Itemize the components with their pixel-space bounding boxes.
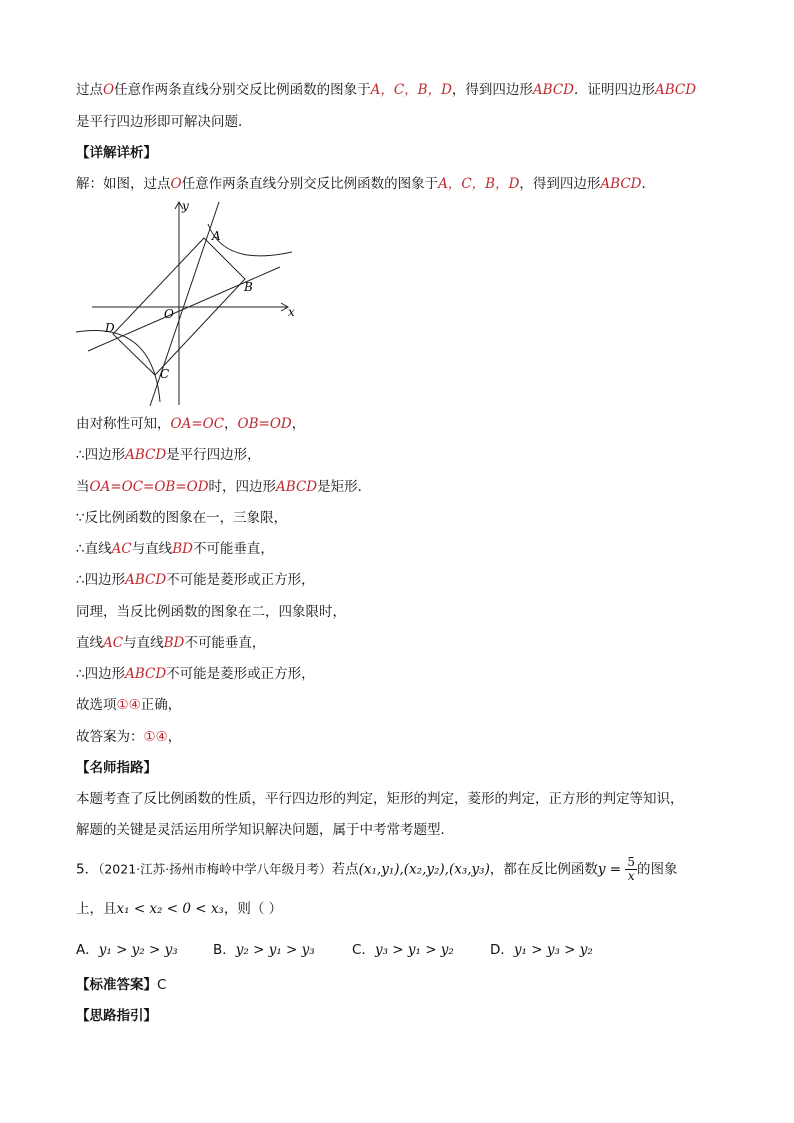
- reason-9: [76, 664, 315, 684]
- text: 解：如图，过点: [76, 176, 171, 192]
- quad-name: ABCD: [125, 447, 167, 463]
- text: ．证明四边形: [573, 82, 655, 98]
- label-y: y: [182, 199, 189, 213]
- line-name: AC: [111, 541, 132, 557]
- text: 当: [76, 479, 90, 495]
- quad-name: ABCD: [125, 666, 167, 682]
- quad-name: ABCD: [600, 176, 642, 192]
- point-o: O: [103, 82, 115, 98]
- text: 不可能是菱形或正方形，: [166, 572, 315, 588]
- option-c[interactable]: [352, 940, 454, 960]
- reason-5: [76, 539, 274, 559]
- reason-7: 同理，当反比例函数的图象在二，四象限时，: [76, 604, 346, 620]
- option-b[interactable]: [213, 940, 315, 960]
- answer-heading: 【标准答案】: [76, 977, 157, 993]
- text: 直线: [76, 635, 103, 651]
- hyperbola-branch-third-quadrant: [76, 330, 160, 402]
- question-5-line-2: [76, 899, 282, 919]
- text: 故答案为：: [76, 729, 144, 745]
- reason-10: [76, 695, 181, 715]
- quad-name: ABCD: [125, 572, 167, 588]
- label-c: C: [160, 367, 170, 381]
- condition: x₁ < x₂ < 0 < x₃: [116, 901, 224, 917]
- line-name: BD: [172, 541, 193, 557]
- points-list: A，C，B，D: [370, 82, 452, 98]
- text: 是矩形．: [317, 479, 372, 495]
- line-name: BD: [163, 635, 185, 651]
- label-o: O: [164, 307, 174, 321]
- quad-name: ABCD: [532, 82, 574, 98]
- intro-line-2: 是平行四边形即可解决问题．: [76, 114, 252, 130]
- text: 任意作两条直线分别交反比例函数的图象于: [114, 82, 371, 98]
- text: ∴四边形: [76, 447, 126, 463]
- text: 上，且: [76, 901, 117, 917]
- reason-8: [76, 633, 265, 653]
- function-lhs: y: [597, 861, 606, 878]
- text: 的图象: [637, 861, 678, 878]
- reason-4: ∵反比例函数的图象在一，三象限，: [76, 510, 288, 526]
- option-numbers: ①④: [116, 697, 141, 713]
- text: 是平行四边形，: [166, 447, 261, 463]
- option-label: A．: [76, 942, 99, 958]
- intro-line-1: [76, 80, 696, 100]
- line-name: AC: [103, 635, 124, 651]
- text: ，: [224, 416, 238, 432]
- equation: OA=OC=OB=OD: [89, 479, 209, 495]
- text: 正确，: [140, 697, 182, 713]
- option-a[interactable]: [76, 940, 178, 960]
- option-label: C．: [352, 942, 375, 958]
- text: ．: [641, 176, 655, 192]
- tip-heading: 【名师指路】: [76, 760, 157, 776]
- text: ，得到四边形: [519, 176, 601, 192]
- text: 与直线: [123, 635, 164, 651]
- reason-11: [76, 727, 181, 747]
- text: 过点: [76, 82, 103, 98]
- tip-line-2: 解题的关键是灵活运用所学知识解决问题，属于中考常考题型．: [76, 822, 454, 838]
- fraction-5-over-x: [625, 856, 637, 883]
- text: 不可能垂直，: [184, 635, 266, 651]
- text: 不可能是菱形或正方形，: [166, 666, 315, 682]
- option-label: B．: [213, 942, 236, 958]
- text: ，则（ ）: [223, 901, 283, 917]
- text: ∴四边形: [76, 572, 126, 588]
- point-coordinates: (x₁,y₁),(x₂,y₂),(x₃,y₃): [358, 861, 490, 878]
- quad-name: ABCD: [654, 82, 697, 98]
- text: 任意作两条直线分别交反比例函数的图象于: [181, 176, 439, 192]
- answer-value: C: [157, 977, 167, 993]
- hyperbola-figure: [70, 196, 310, 408]
- label-b: B: [244, 280, 253, 294]
- text: ∴直线: [76, 541, 112, 557]
- text: 故选项: [76, 697, 117, 713]
- text: 由对称性可知，: [76, 416, 171, 432]
- text: 若点: [331, 861, 359, 878]
- question-5-line-1: [76, 856, 678, 883]
- text: 与直线: [131, 541, 173, 557]
- equation: OA=OC: [170, 416, 225, 432]
- points-list: A，C，B，D: [438, 176, 520, 192]
- option-d[interactable]: [490, 940, 593, 960]
- text: 时，四边形: [208, 479, 277, 495]
- tip-line-1: 本题考查了反比例函数的性质，平行四边形的判定，矩形的判定，菱形的判定，正方形的判定等知识，: [76, 791, 684, 807]
- point-o: O: [170, 176, 182, 192]
- guide-heading: 【思路指引】: [76, 1008, 157, 1024]
- label-a: A: [212, 229, 221, 243]
- question-number: 5．: [76, 861, 99, 878]
- equation: OB=OD: [237, 416, 292, 432]
- text: 不可能垂直，: [192, 541, 274, 557]
- fraction-numerator: 5: [627, 855, 636, 869]
- question-source: （2021·江苏·扬州市梅岭中学八年级月考）: [98, 861, 332, 877]
- solution-line: [76, 174, 655, 194]
- option-label: D．: [490, 942, 514, 958]
- option-expr: y₁ > y₃ > y₂: [513, 942, 593, 958]
- reason-1: [76, 414, 305, 434]
- answer-line: [76, 975, 166, 995]
- label-d: D: [105, 321, 115, 335]
- text: ，得到四边形: [451, 82, 533, 98]
- text: ，: [167, 729, 182, 745]
- text: ，都在反比例函数: [489, 861, 598, 878]
- option-expr: y₁ > y₂ > y₃: [98, 942, 178, 958]
- reason-2: [76, 445, 261, 465]
- detail-heading: 【详解详析】: [76, 145, 157, 161]
- text: ，: [291, 416, 306, 432]
- text: ∴四边形: [76, 666, 126, 682]
- fraction-denominator: x: [627, 869, 635, 883]
- answer-numbers: ①④: [143, 729, 168, 745]
- option-expr: y₃ > y₁ > y₂: [374, 942, 454, 958]
- label-x: x: [288, 305, 295, 319]
- option-expr: y₂ > y₁ > y₃: [235, 942, 315, 958]
- reason-6: [76, 570, 315, 590]
- equals-sign: =: [605, 861, 626, 878]
- reason-3: [76, 477, 371, 497]
- quad-name: ABCD: [276, 479, 318, 495]
